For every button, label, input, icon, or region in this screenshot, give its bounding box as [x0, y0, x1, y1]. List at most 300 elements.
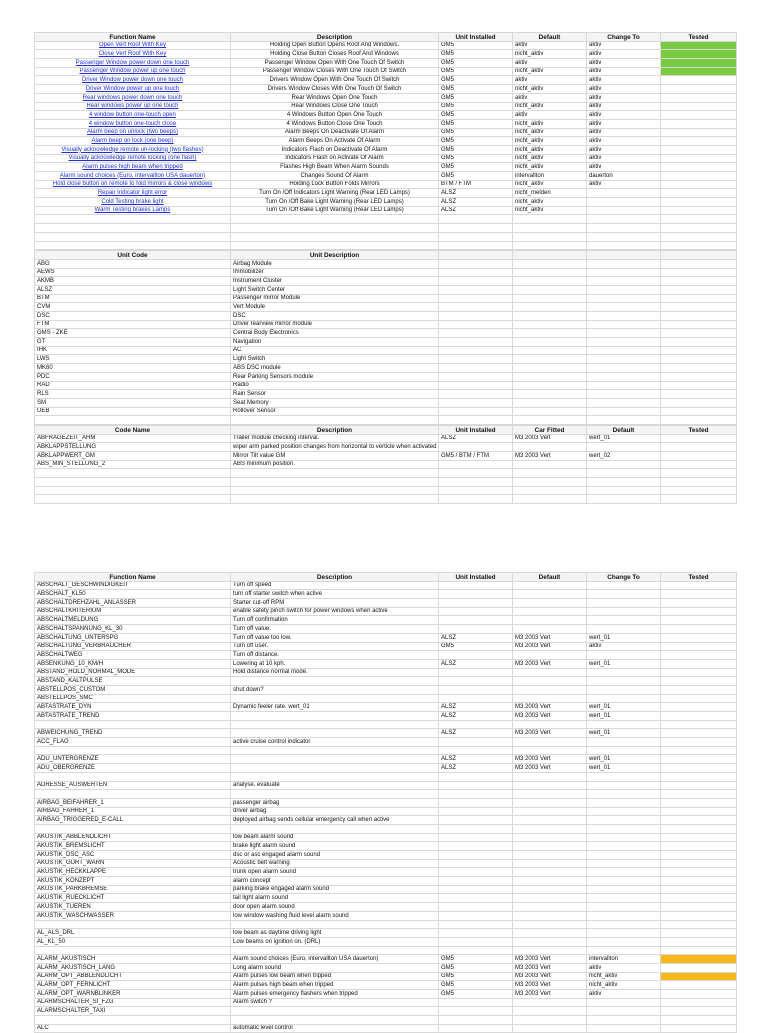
- default-cell: [513, 998, 587, 1007]
- change-to-cell: [587, 920, 661, 929]
- description-cell: Rear Windows Close One Touch: [231, 102, 439, 111]
- function-name-link[interactable]: Close Vert Roof With Key: [35, 50, 231, 59]
- unit-installed-cell: GM5: [439, 111, 513, 120]
- default-cell: [513, 894, 587, 903]
- unit-installed-cell: [439, 903, 513, 912]
- function-name-link[interactable]: Cold Testing brake light: [35, 198, 231, 207]
- function-name-link[interactable]: Warm Testing brakes Lamps: [35, 206, 231, 215]
- code-names-table: [34, 425, 737, 504]
- unit-code-cell: IHK: [35, 346, 231, 355]
- description-cell: [231, 729, 439, 738]
- function-name-link[interactable]: Passenger Window power down one touch: [35, 59, 231, 68]
- table-row: [35, 772, 737, 781]
- empty-cell: [513, 390, 587, 399]
- function-name-cell: ABSTELLPOS_SMC: [35, 694, 231, 703]
- table-row: [35, 206, 737, 215]
- default-cell: M3 2003 Vert: [513, 955, 587, 964]
- unit-installed-cell: ALSZ: [439, 703, 513, 712]
- unit-installed-cell: [439, 851, 513, 860]
- empty-cell: [513, 398, 587, 407]
- empty-cell: [231, 486, 439, 495]
- column-header-empty: [513, 251, 587, 260]
- tested-cell: [661, 807, 737, 816]
- table-row: [35, 712, 737, 721]
- empty-cell: [513, 416, 587, 425]
- unit-installed-cell: GM5: [439, 85, 513, 94]
- unit-description-cell: Rollover Sensor: [231, 407, 439, 416]
- description-cell: Alarm pulses emergency flashers when tripped: [231, 990, 439, 999]
- function-name-cell: ALARM_OPT_WARNBLINKER: [35, 990, 231, 999]
- function-name-link[interactable]: Visually acknowledge remote locking (one flash): [35, 154, 231, 163]
- car-fitted-cell: [513, 443, 587, 452]
- function-name-cell: [35, 790, 231, 799]
- empty-cell: [513, 495, 587, 504]
- table-row: [35, 972, 737, 981]
- empty-cell: [587, 312, 661, 321]
- description-cell: low window washing fluid level alarm sound: [231, 911, 439, 920]
- empty-cell: [587, 338, 661, 347]
- column-header: Tested: [661, 33, 737, 42]
- change-to-cell: [587, 929, 661, 938]
- table-row: [35, 877, 737, 886]
- table-row: [35, 746, 737, 755]
- function-name-cell: ABSCHALTWEG: [35, 651, 231, 660]
- default-cell: M3 2003 Vert: [513, 712, 587, 721]
- function-name-cell: AKUSTIK_BREMSLICHT: [35, 842, 231, 851]
- empty-cell: [587, 478, 661, 487]
- empty-cell: [439, 259, 513, 268]
- tested-cell: [661, 76, 737, 85]
- column-header-empty: [587, 251, 661, 260]
- table-row: [35, 668, 737, 677]
- function-name-cell: AKUSTIK_DSC_ASC: [35, 851, 231, 860]
- empty-cell: [587, 285, 661, 294]
- function-name-link[interactable]: Open Vert Roof With Key: [35, 41, 231, 50]
- unit-installed-cell: [439, 607, 513, 616]
- function-name-link[interactable]: Driver Window power down one touch: [35, 76, 231, 85]
- empty-cell: [231, 478, 439, 487]
- description-cell: Turn On /Off Bake Light Warning (Rear LED Lamps): [231, 206, 439, 215]
- function-name-cell: AKUSTIK_HECKKLAPPE: [35, 868, 231, 877]
- function-name-link[interactable]: Alarm beep on lock (one beep): [35, 137, 231, 146]
- description-cell: Rear Windows Open One Touch: [231, 93, 439, 102]
- tested-cell: [661, 633, 737, 642]
- function-name-cell: ADU_UNTERGRENZE: [35, 755, 231, 764]
- empty-cell: [587, 381, 661, 390]
- change-to-cell: [587, 946, 661, 955]
- default-cell: [513, 877, 587, 886]
- change-to-cell: aktiv: [587, 145, 661, 154]
- description-cell: analyse, evaluate: [231, 781, 439, 790]
- function-name-cell: ABSCHALTDREHZAHL_ANLASSER: [35, 599, 231, 608]
- table-row: [35, 633, 737, 642]
- default-cell: M3 2003 Vert: [513, 972, 587, 981]
- table-row: [35, 911, 737, 920]
- change-to-cell: [587, 877, 661, 886]
- description-cell: Alarm sound choices (Euro, intervallton USA dauerton): [231, 955, 439, 964]
- default-cell: [513, 937, 587, 946]
- unit-installed-cell: [439, 1016, 513, 1025]
- empty-cell: [35, 215, 231, 224]
- function-name-cell: [35, 720, 231, 729]
- empty-cell: [231, 215, 439, 224]
- empty-cell: [661, 259, 737, 268]
- description-cell: Changes Sound Of Alarm: [231, 172, 439, 181]
- tested-cell: [661, 790, 737, 799]
- function-name-cell: [35, 824, 231, 833]
- change-to-cell: [587, 198, 661, 207]
- function-name-link[interactable]: Alarm sound choices (Euro, intervallton USA dauerton): [35, 172, 231, 181]
- empty-row: [35, 232, 737, 241]
- tested-cell: [661, 625, 737, 634]
- empty-row: [35, 478, 737, 487]
- column-header: Function Name: [35, 573, 231, 582]
- unit-installed-cell: [439, 590, 513, 599]
- table-row: [35, 145, 737, 154]
- description-cell: [231, 790, 439, 799]
- coding-functions-table: [34, 32, 737, 250]
- tested-cell: [661, 685, 737, 694]
- tested-cell: [661, 877, 737, 886]
- table-row: [35, 920, 737, 929]
- table-row: [35, 93, 737, 102]
- empty-cell: [439, 381, 513, 390]
- change-to-cell: [587, 937, 661, 946]
- description-cell: Turn On /Off Indicators Light Warning (Rear LED Lamps): [231, 189, 439, 198]
- function-name-cell: ABSTAND_KALTPULSE: [35, 677, 231, 686]
- tested-cell: [661, 85, 737, 94]
- function-name-link[interactable]: Rear windows power down one touch: [35, 93, 231, 102]
- tested-cell: [661, 738, 737, 747]
- change-to-cell: [587, 668, 661, 677]
- change-to-cell: [587, 998, 661, 1007]
- empty-cell: [513, 241, 587, 250]
- unit-description-cell: Central Body Electronics: [231, 329, 439, 338]
- function-name-cell: ABWEICHUNG_TREND: [35, 729, 231, 738]
- table-row: [35, 41, 737, 50]
- unit-code-cell: SM: [35, 398, 231, 407]
- empty-cell: [35, 241, 231, 250]
- description-cell: [231, 720, 439, 729]
- function-name-cell: ADU_OBERGRENZE: [35, 764, 231, 773]
- column-header: Default: [513, 573, 587, 582]
- function-name-cell: ACC_FLAG: [35, 738, 231, 747]
- change-to-cell: dauerton: [587, 172, 661, 181]
- function-name-link[interactable]: Passenger Window power up one touch: [35, 67, 231, 76]
- table-row: [35, 102, 737, 111]
- function-name-cell: AKUSTIK_PARKBREMSE: [35, 885, 231, 894]
- unit-installed-cell: GM5 / BTM / FTM: [439, 452, 513, 461]
- function-name-cell: ALC: [35, 1024, 231, 1033]
- unit-row: [35, 268, 737, 277]
- function-name-link[interactable]: 4 window button one-touch close: [35, 119, 231, 128]
- empty-cell: [439, 416, 513, 425]
- unit-code-cell: ABG: [35, 259, 231, 268]
- default-cell: [513, 885, 587, 894]
- change-to-cell: wert_01: [587, 703, 661, 712]
- empty-cell: [513, 224, 587, 233]
- tested-cell: [661, 703, 737, 712]
- change-to-cell: [587, 798, 661, 807]
- empty-cell: [661, 495, 737, 504]
- empty-cell: [661, 381, 737, 390]
- unit-installed-cell: ALSZ: [439, 633, 513, 642]
- unit-code-cell: UEB: [35, 407, 231, 416]
- unit-installed-cell: [439, 877, 513, 886]
- empty-cell: [661, 329, 737, 338]
- table-row: [35, 720, 737, 729]
- table-row: [35, 76, 737, 85]
- table-row: [35, 581, 737, 590]
- empty-cell: [439, 495, 513, 504]
- change-to-cell: [587, 599, 661, 608]
- unit-installed-cell: [439, 746, 513, 755]
- description-cell: alarm concept: [231, 877, 439, 886]
- tested-cell: [661, 824, 737, 833]
- description-cell: Flashes High Beam When Alarm Sounds: [231, 163, 439, 172]
- description-cell: Indicators Flash on Activate Of Alarm: [231, 154, 439, 163]
- default-cell: [513, 1007, 587, 1016]
- description-cell: low beam alarm sound: [231, 833, 439, 842]
- empty-cell: [439, 398, 513, 407]
- default-cell: [513, 842, 587, 851]
- table-row: [35, 963, 737, 972]
- table-row: [35, 163, 737, 172]
- empty-cell: [439, 338, 513, 347]
- change-to-cell: [587, 607, 661, 616]
- description-cell: Turn off value.: [231, 625, 439, 634]
- default-cell: [513, 694, 587, 703]
- default-cell: nicht_aktiv: [513, 154, 587, 163]
- table-row: [35, 607, 737, 616]
- unit-row: [35, 398, 737, 407]
- default-cell: aktiv: [513, 59, 587, 68]
- description-cell: Holding Close Button Closes Roof And Windows: [231, 50, 439, 59]
- car-fitted-cell: M3 2003 Vert: [513, 434, 587, 443]
- function-name-cell: ABSTELLPOS_CUSTOM: [35, 685, 231, 694]
- description-cell: low beam as daytime driving light: [231, 929, 439, 938]
- tested-cell: [661, 111, 737, 120]
- unit-row: [35, 294, 737, 303]
- unit-installed-cell: [439, 816, 513, 825]
- empty-cell: [661, 268, 737, 277]
- default-cell: [513, 1024, 587, 1033]
- unit-description-cell: DSC: [231, 312, 439, 321]
- empty-cell: [587, 469, 661, 478]
- column-header: Car Fitted: [513, 425, 587, 434]
- change-to-cell: [587, 903, 661, 912]
- empty-cell: [587, 268, 661, 277]
- unit-installed-cell: [439, 625, 513, 634]
- code-name-cell: ABFRAGEZEIT_AHM: [35, 434, 231, 443]
- description-cell: [231, 694, 439, 703]
- empty-row: [35, 416, 737, 425]
- tested-cell: [661, 894, 737, 903]
- unit-description-cell: Instrument Cluster: [231, 277, 439, 286]
- unit-installed-cell: [439, 781, 513, 790]
- table-row: [35, 154, 737, 163]
- tested-cell: [661, 59, 737, 68]
- change-to-cell: [587, 824, 661, 833]
- function-name-cell: ABTASTRATE_DYN: [35, 703, 231, 712]
- table-row: [35, 729, 737, 738]
- unit-code-cell: MK60: [35, 364, 231, 373]
- table-row: [35, 59, 737, 68]
- function-name-link[interactable]: 4 window button one-touch open: [35, 111, 231, 120]
- description-cell: dsc or asc engaged alarm sound: [231, 851, 439, 860]
- table-row: [35, 616, 737, 625]
- table-row: [35, 694, 737, 703]
- default-cell: [513, 946, 587, 955]
- description-cell: Hold distance normal mode.: [231, 668, 439, 677]
- function-name-cell: ALARM_OPT_ABBLENDLICHT: [35, 972, 231, 981]
- unit-installed-cell: BTM / FTM: [439, 180, 513, 189]
- unit-code-cell: RAD: [35, 381, 231, 390]
- tested-cell: [661, 443, 737, 452]
- unit-installed-cell: GM5: [439, 128, 513, 137]
- default-cell: nicht_aktiv: [513, 206, 587, 215]
- default-cell: [587, 460, 661, 469]
- description-cell: [231, 824, 439, 833]
- code-name-cell: ABKLAPPWERT_GM: [35, 452, 231, 461]
- empty-cell: [661, 407, 737, 416]
- empty-cell: [661, 224, 737, 233]
- default-cell: aktiv: [513, 76, 587, 85]
- empty-cell: [513, 338, 587, 347]
- unit-code-cell: AKMB: [35, 277, 231, 286]
- table-row: [35, 677, 737, 686]
- empty-cell: [587, 320, 661, 329]
- empty-cell: [513, 215, 587, 224]
- empty-cell: [35, 416, 231, 425]
- empty-cell: [513, 285, 587, 294]
- unit-installed-cell: ALSZ: [439, 198, 513, 207]
- column-header: Unit Installed: [439, 33, 513, 42]
- column-header: Default: [513, 33, 587, 42]
- unit-code-cell: GMS - ZKE: [35, 329, 231, 338]
- empty-cell: [513, 355, 587, 364]
- unit-row: [35, 285, 737, 294]
- function-name-link[interactable]: Hold close button on remote to fold mirrors & close windows: [35, 180, 231, 189]
- empty-cell: [439, 364, 513, 373]
- unit-installed-cell: GM5: [439, 172, 513, 181]
- empty-cell: [587, 241, 661, 250]
- tested-cell: [661, 1024, 737, 1033]
- tested-cell: [661, 746, 737, 755]
- empty-row: [35, 469, 737, 478]
- empty-cell: [587, 486, 661, 495]
- unit-installed-cell: [439, 937, 513, 946]
- default-cell: M3 2003 Vert: [513, 703, 587, 712]
- empty-cell: [439, 320, 513, 329]
- code-row: [35, 460, 737, 469]
- unit-installed-cell: GM5: [439, 955, 513, 964]
- function-name-link[interactable]: Visually acknowledge remote un-locking (two flashes): [35, 145, 231, 154]
- function-name-cell: [35, 1016, 231, 1025]
- unit-row: [35, 329, 737, 338]
- tested-cell: [661, 581, 737, 590]
- unit-code-cell: LWS: [35, 355, 231, 364]
- unit-description-cell: Driver rearview mirror module: [231, 320, 439, 329]
- empty-cell: [661, 478, 737, 487]
- function-name-link[interactable]: Alarm beep on unlock (two beeps): [35, 128, 231, 137]
- function-name-cell: ABSCHALT_KL50: [35, 590, 231, 599]
- tested-cell: [661, 946, 737, 955]
- unit-description-cell: Light Switch: [231, 355, 439, 364]
- change-to-cell: [587, 694, 661, 703]
- change-to-cell: aktiv: [587, 59, 661, 68]
- default-cell: nicht_aktiv: [513, 163, 587, 172]
- table-row: [35, 998, 737, 1007]
- car-fitted-cell: M3 2003 Vert: [513, 452, 587, 461]
- table-row: [35, 85, 737, 94]
- empty-cell: [661, 232, 737, 241]
- default-cell: [513, 798, 587, 807]
- table-row: [35, 790, 737, 799]
- function-name-link[interactable]: Repair Indicator light error: [35, 189, 231, 198]
- default-cell: [513, 807, 587, 816]
- unit-installed-cell: GM5: [439, 93, 513, 102]
- tested-cell: [661, 859, 737, 868]
- change-to-cell: [587, 833, 661, 842]
- description-cell: Passenger Window Open With One Touch Of Switch: [231, 59, 439, 68]
- change-to-cell: wert_01: [587, 633, 661, 642]
- table-row: [35, 198, 737, 207]
- change-to-cell: aktiv: [587, 963, 661, 972]
- tested-cell: [661, 1007, 737, 1016]
- table-row: [35, 824, 737, 833]
- unit-description-cell: Rear Parking Sensors module: [231, 372, 439, 381]
- car-fitted-cell: [513, 460, 587, 469]
- description-cell: 4 Windows Button Close One Touch: [231, 119, 439, 128]
- change-to-cell: aktiv: [587, 128, 661, 137]
- function-name-link[interactable]: Rear windows power up one touch: [35, 102, 231, 111]
- description-cell: Dynamic feeler rate. wert_01: [231, 703, 439, 712]
- description-cell: Alarm pulses low beam when tripped: [231, 972, 439, 981]
- empty-cell: [661, 372, 737, 381]
- unit-installed-cell: [439, 868, 513, 877]
- function-name-cell: AKUSTIK_WASCHWASSER: [35, 911, 231, 920]
- unit-installed-cell: ALSZ: [439, 434, 513, 443]
- table-row: [35, 946, 737, 955]
- default-cell: M3 2003 Vert: [513, 963, 587, 972]
- function-name-cell: ADRESSE_AUSWERTEN: [35, 781, 231, 790]
- tested-cell: [661, 833, 737, 842]
- unit-installed-cell: [439, 833, 513, 842]
- empty-cell: [513, 268, 587, 277]
- function-name-link[interactable]: Alarm pulses high beam when tripped: [35, 163, 231, 172]
- tested-cell: [661, 198, 737, 207]
- code-name-cell: ABS_MIN_STELLUNG_2: [35, 460, 231, 469]
- change-to-cell: [587, 868, 661, 877]
- default-cell: nicht_aktiv: [513, 128, 587, 137]
- empty-cell: [439, 469, 513, 478]
- unit-row: [35, 338, 737, 347]
- description-cell: Trailer module checking interval.: [231, 434, 439, 443]
- unit-row: [35, 407, 737, 416]
- default-cell: M3 2003 Vert: [513, 755, 587, 764]
- function-name-cell: ABSENKUNG_10_KM/H: [35, 659, 231, 668]
- tested-cell: [661, 1016, 737, 1025]
- table-row: [35, 764, 737, 773]
- empty-cell: [661, 416, 737, 425]
- function-name-link[interactable]: Driver Window power up one touch: [35, 85, 231, 94]
- tested-cell: [661, 119, 737, 128]
- unit-installed-cell: GM5: [439, 990, 513, 999]
- table-header-row: [35, 33, 737, 42]
- change-to-cell: aktiv: [587, 642, 661, 651]
- unit-installed-cell: GM5: [439, 76, 513, 85]
